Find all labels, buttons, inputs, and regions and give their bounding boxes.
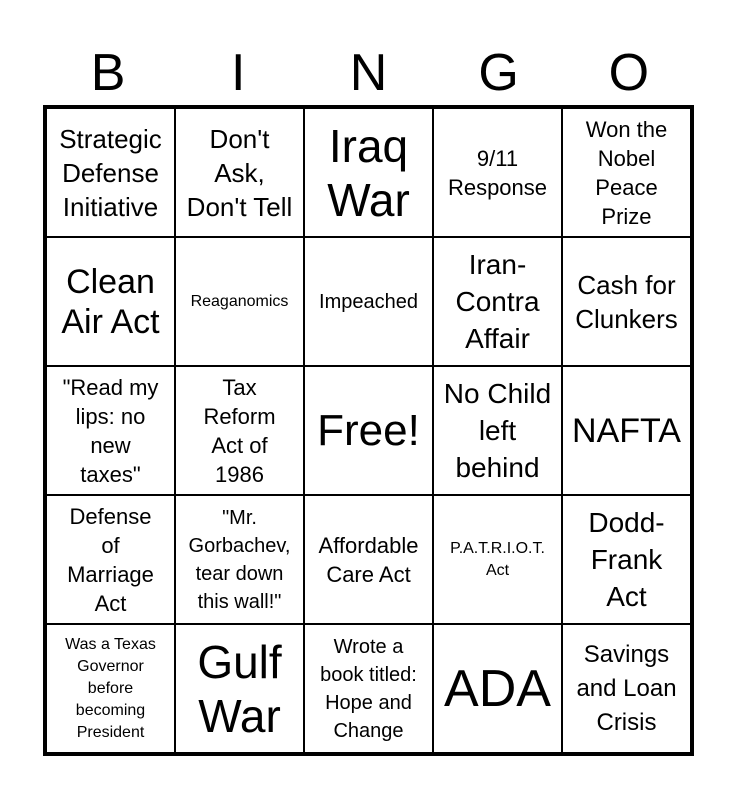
bingo-cell[interactable]	[304, 624, 433, 753]
bingo-cell[interactable]	[46, 366, 175, 495]
bingo-cell[interactable]	[433, 624, 562, 753]
bingo-cell[interactable]	[175, 495, 304, 624]
bingo-cell[interactable]	[433, 495, 562, 624]
bingo-cell[interactable]	[175, 237, 304, 366]
bingo-cell[interactable]	[562, 495, 691, 624]
cell-text: Dodd- Frank Act	[588, 507, 665, 612]
bingo-cell[interactable]	[562, 624, 691, 753]
cell-text: Won the Nobel Peace Prize	[585, 116, 668, 229]
cell-text: ADA	[444, 659, 551, 718]
cell-text: Iraq War	[327, 119, 410, 226]
bingo-cell[interactable]	[433, 108, 562, 237]
bingo-cell[interactable]	[175, 624, 304, 753]
bingo-cell[interactable]	[562, 366, 691, 495]
header-letter-n: N	[349, 44, 388, 102]
bingo-cell[interactable]	[562, 237, 691, 366]
bingo-cell[interactable]	[46, 108, 175, 237]
cell-text: No Child left behind	[443, 378, 552, 483]
bingo-card	[43, 105, 694, 756]
bingo-cell[interactable]	[46, 624, 175, 753]
cell-text: Affordable Care Act	[318, 532, 419, 587]
bingo-cell[interactable]	[304, 495, 433, 624]
header-letter-i: I	[231, 44, 246, 102]
cell-text: Reaganomics	[190, 292, 289, 310]
cell-text: Defense of Marriage Act	[67, 503, 154, 616]
bingo-cell[interactable]	[46, 495, 175, 624]
bingo-cell[interactable]	[304, 108, 433, 237]
cell-text: "Read my lips: no new taxes"	[62, 374, 159, 487]
cell-text: Was a Texas Governor before becoming President	[65, 635, 156, 741]
cell-text: P.A.T.R.I.O.T. Act	[450, 539, 545, 579]
bingo-cell[interactable]	[562, 108, 691, 237]
free-space[interactable]	[304, 366, 433, 495]
bingo-cell[interactable]	[175, 366, 304, 495]
cell-text: Don't Ask, Don't Tell	[186, 123, 293, 222]
bingo-cell[interactable]	[175, 108, 304, 237]
bingo-cell[interactable]	[433, 237, 562, 366]
cell-text: "Mr. Gorbachev, tear down this wall!"	[188, 506, 291, 613]
bingo-cell[interactable]	[304, 237, 433, 366]
cell-text: Iran- Contra Affair	[455, 249, 540, 354]
header-letter-g: G	[478, 44, 519, 102]
bingo-cell[interactable]	[46, 237, 175, 366]
bingo-cell[interactable]	[433, 366, 562, 495]
cell-text: Impeached	[319, 290, 418, 313]
cell-text: Cash for Clunkers	[575, 269, 678, 334]
cell-text: Clean Air Act	[61, 262, 160, 341]
cell-text: Wrote a book titled: Hope and Change	[320, 635, 417, 742]
cell-text: Savings and Loan Crisis	[576, 640, 677, 736]
cell-text: Tax Reform Act of 1986	[203, 374, 276, 487]
header-letter-o: O	[608, 44, 650, 102]
free-space-text: Free!	[317, 405, 420, 455]
header-letter-b: B	[90, 44, 126, 102]
cell-text: Gulf War	[197, 635, 282, 742]
cell-text: 9/11 Response	[447, 145, 548, 200]
cell-text: Strategic Defense Initiative	[59, 123, 162, 222]
bingo-header	[43, 40, 694, 106]
cell-text: NAFTA	[572, 411, 681, 450]
